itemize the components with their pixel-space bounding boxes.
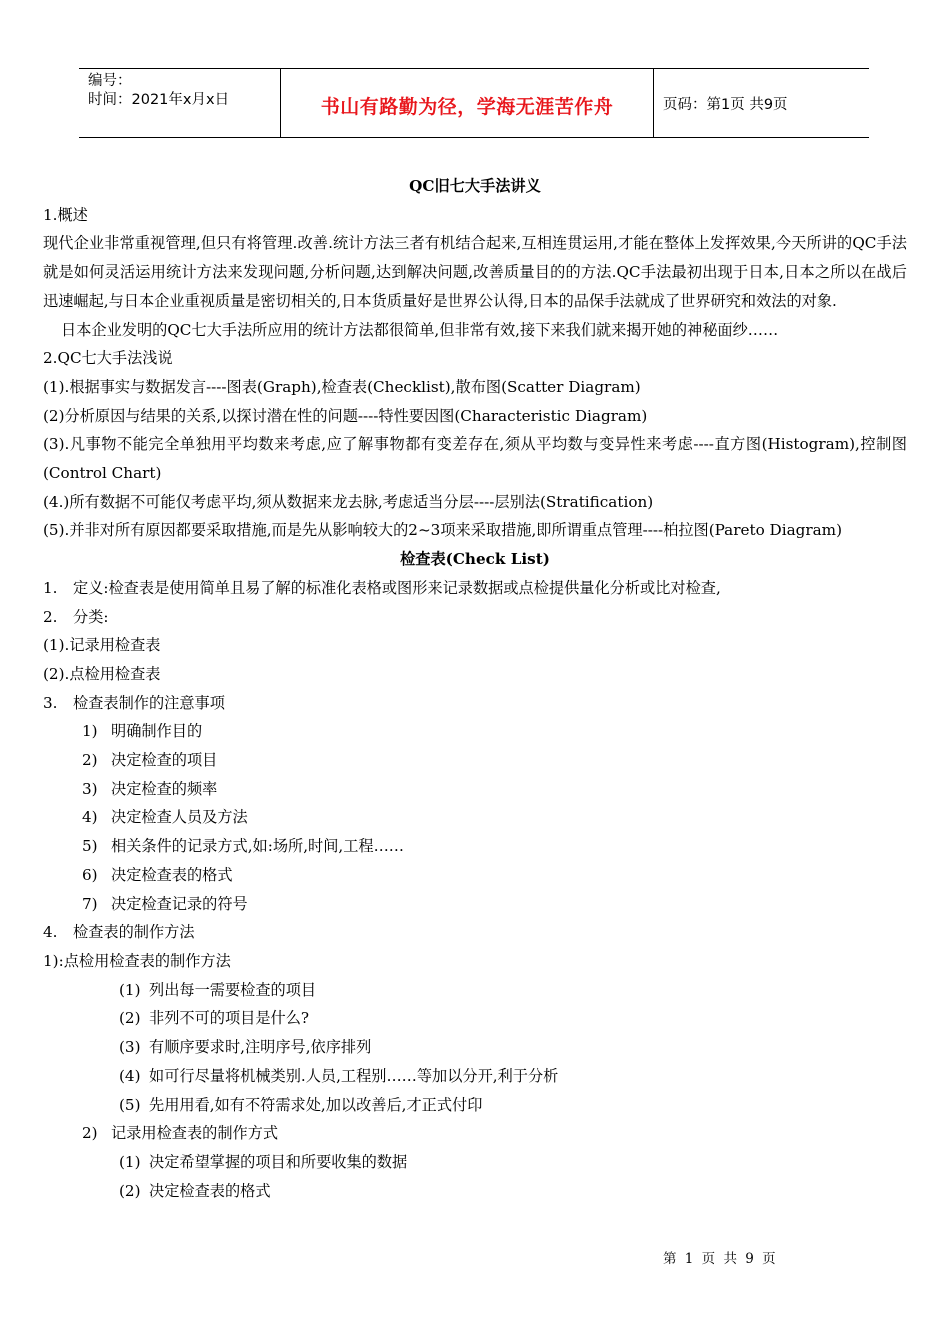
document-body bbox=[43, 172, 907, 1205]
list-number: 6) bbox=[82, 865, 98, 884]
list-text: 定义:检查表是使用简单且易了解的标准化表格或图形来记录数据或点检提供量化分析或比对检查, bbox=[73, 578, 721, 597]
classification-item: (1).记录用检查表 bbox=[43, 636, 161, 655]
list-text: 分类: bbox=[73, 607, 109, 626]
list-number: 2. bbox=[43, 607, 58, 626]
list-text: 决定检查表的格式 bbox=[111, 865, 233, 884]
document-header bbox=[79, 68, 869, 138]
list-text: 决定检查的频率 bbox=[111, 779, 218, 798]
precaution-item bbox=[43, 717, 907, 746]
list-number: (2) bbox=[119, 1181, 141, 1200]
section-2-item: (4.)所有数据不可能仅考虑平均,须从数据来龙去脉,考虑适当分层----层别法(Stratification) bbox=[43, 492, 654, 511]
list-text: 列出每一需要检查的项目 bbox=[149, 980, 317, 999]
method-item bbox=[43, 1062, 907, 1091]
section-2-item: (2)分析原因与结果的关系,以探讨潜在性的问题----特性要因图(Characteristic Diagram) bbox=[43, 406, 648, 425]
method-subheading bbox=[43, 1119, 907, 1148]
list-number: (5) bbox=[119, 1095, 141, 1114]
list-number: (4) bbox=[119, 1066, 141, 1085]
precaution-item bbox=[43, 890, 907, 919]
header-number-label: 编号： bbox=[88, 73, 132, 89]
list-text: 非列不可的项目是什么? bbox=[149, 1009, 310, 1028]
list-number: 4) bbox=[82, 808, 98, 827]
precaution-item bbox=[43, 746, 907, 775]
precaution-item bbox=[43, 803, 907, 832]
list-number: (1) bbox=[119, 1152, 141, 1171]
checklist-title: 检查表(Check List) bbox=[400, 550, 550, 569]
list-text: 检查表制作的注意事项 bbox=[73, 693, 225, 712]
method-item bbox=[43, 1004, 907, 1033]
list-text: 明确制作目的 bbox=[111, 722, 203, 741]
precaution-item bbox=[43, 861, 907, 890]
method-subheading: 1):点检用检查表的制作方法 bbox=[43, 951, 231, 970]
header-date-label: 时间：2021年x月x日 bbox=[88, 92, 230, 108]
method-item bbox=[43, 1091, 907, 1120]
method-item bbox=[43, 1033, 907, 1062]
list-number: 3) bbox=[82, 779, 98, 798]
list-text: 先用用看,如有不符需求处,加以改善后,才正式付印 bbox=[149, 1095, 483, 1114]
list-text: 检查表的制作方法 bbox=[73, 923, 195, 942]
list-text: 记录用检查表的制作方式 bbox=[111, 1124, 279, 1143]
list-text: 决定检查表的格式 bbox=[149, 1181, 271, 1200]
list-number: 5) bbox=[82, 837, 98, 856]
list-text: 决定检查的项目 bbox=[111, 751, 218, 770]
list-number: 3. bbox=[43, 693, 58, 712]
list-number: (3) bbox=[119, 1038, 141, 1057]
section-2-item: (5).并非对所有原因都要采取措施,而是先从影响较大的2~3项来采取措施,即所谓重点管理----柏拉图(Pareto Diagram) bbox=[43, 521, 842, 540]
list-number: 4. bbox=[43, 923, 58, 942]
precaution-item bbox=[43, 775, 907, 804]
method-item bbox=[43, 976, 907, 1005]
checklist-precautions bbox=[43, 689, 907, 718]
precaution-item bbox=[43, 832, 907, 861]
document-title: QC旧七大手法讲义 bbox=[409, 177, 541, 195]
header-meta-cell bbox=[79, 69, 281, 137]
header-motto: 书山有路勤为径，学海无涯苦作舟 bbox=[281, 69, 654, 137]
list-number: 7) bbox=[82, 894, 98, 913]
section-2-item: (1).根据事实与数据发言----图表(Graph),检查表(Checklist),散布图(Scatter Diagram) bbox=[43, 377, 641, 396]
page-footer: 第 1 页 共 9 页 bbox=[663, 1251, 778, 1267]
list-text: 如可行尽量将机械类别.人员,工程别……等加以分开,利于分析 bbox=[149, 1066, 559, 1085]
list-number: 2) bbox=[82, 751, 98, 770]
section-2-item: (3).凡事物不能完全单独用平均数来考虑,应了解事物都有变差存在,须从平均数与变异性来考虑----直方图(Histogram),控制图(Control Chart) bbox=[43, 435, 907, 483]
checklist-definition bbox=[43, 574, 907, 603]
section-1-heading: 1.概述 bbox=[43, 205, 88, 224]
list-text: 有顺序要求时,注明序号,依序排列 bbox=[149, 1038, 372, 1057]
list-text: 决定检查记录的符号 bbox=[111, 894, 248, 913]
list-number: (1) bbox=[119, 980, 141, 999]
list-number: (2) bbox=[119, 1009, 141, 1028]
checklist-classification bbox=[43, 603, 907, 632]
classification-item: (2).点检用检查表 bbox=[43, 664, 161, 683]
method-item bbox=[43, 1177, 907, 1206]
checklist-method bbox=[43, 918, 907, 947]
list-number: 2) bbox=[82, 1124, 98, 1143]
header-page-info: 页码：第1页 共9页 bbox=[663, 96, 788, 113]
list-number: 1) bbox=[82, 722, 98, 741]
list-text: 决定检查人员及方法 bbox=[111, 808, 248, 827]
list-text: 决定希望掌握的项目和所要收集的数据 bbox=[149, 1152, 408, 1171]
section-1-paragraph-2: 日本企业发明的QC七大手法所应用的统计方法都很简单,但非常有效,接下来我们就来揭开她的神秘面纱…… bbox=[61, 320, 779, 339]
list-number: 1. bbox=[43, 578, 58, 597]
method-item bbox=[43, 1148, 907, 1177]
list-text: 相关条件的记录方式,如:场所,时间,工程…… bbox=[111, 837, 404, 856]
section-1-paragraph-1: 现代企业非常重视管理,但只有将管理.改善.统计方法三者有机结合起来,互相连贯运用,才能在整体上发挥效果,今天所讲的QC手法就是如何灵活运用统计方法来发现问题,分析问题,达到解决问题,改善质量目的的方法.QC手法最初出现于日本,日本之所以在战后迅速崛起,与日本企业重视质量是密切相关的,日本货质量好是世界公认得,日本的品保手法就成了世界研究和效法的对象. bbox=[43, 234, 907, 310]
section-2-heading: 2.QC七大手法浅说 bbox=[43, 349, 173, 368]
